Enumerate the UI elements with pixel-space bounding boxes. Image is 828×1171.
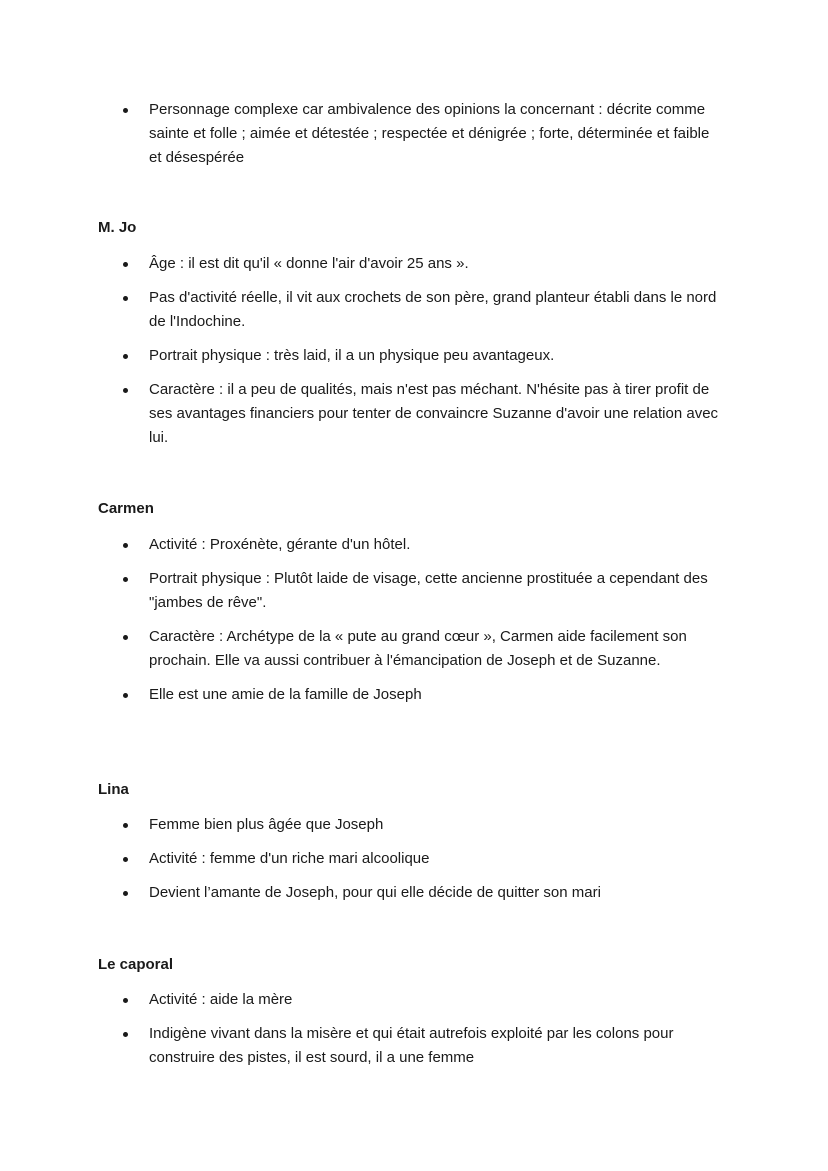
bullet-list-m-jo (0, 252, 828, 450)
bullet-dot (123, 1032, 128, 1037)
bullet-dot (123, 693, 128, 698)
bullet-dot (123, 823, 128, 828)
bullet-dot (123, 635, 128, 640)
list-item (0, 683, 724, 707)
bullet-list-intro (0, 98, 828, 170)
list-item-text: Activité : femme d'un riche mari alcoolique (149, 850, 430, 867)
list-item (0, 378, 724, 450)
list-item (0, 344, 724, 368)
list-item (0, 98, 724, 170)
list-item (0, 567, 724, 615)
list-item-text: Âge : il est dit qu'il « donne l'air d'avoir 25 ans ». (149, 255, 469, 272)
bullet-dot (123, 262, 128, 267)
bullet-dot (123, 577, 128, 582)
list-item-text: Caractère : Archétype de la « pute au grand cœur », Carmen aide facilement son prochain. Elle va aussi contribuer à l'émancipation de Joseph et de Suzanne. (149, 628, 687, 669)
bullet-dot (123, 998, 128, 1003)
section-heading-m-jo: M. Jo (98, 219, 137, 236)
list-item (0, 252, 724, 276)
list-item-text: Indigène vivant dans la misère et qui était autrefois exploité par les colons pour construire des pistes, il est sourd, il a une femme (149, 1025, 674, 1066)
list-item-text: Portrait physique : très laid, il a un physique peu avantageux. (149, 347, 555, 364)
list-item-text: Activité : aide la mère (149, 991, 293, 1008)
list-item-text: Devient l’amante de Joseph, pour qui elle décide de quitter son mari (149, 884, 601, 901)
bullet-dot (123, 857, 128, 862)
list-item-text: Portrait physique : Plutôt laide de visage, cette ancienne prostituée a cependant des "jambes de rêve". (149, 570, 708, 611)
bullet-dot (123, 354, 128, 359)
list-item (0, 813, 724, 837)
bullet-dot (123, 388, 128, 393)
list-item-text: Activité : Proxénète, gérante d'un hôtel. (149, 536, 411, 553)
list-item (0, 625, 724, 673)
list-item (0, 847, 724, 871)
list-item-text: Pas d'activité réelle, il vit aux crochets de son père, grand planteur établi dans le nord de l'Indochine. (149, 289, 717, 330)
bullet-list-lina (0, 813, 828, 905)
list-item (0, 881, 724, 905)
bullet-dot (123, 296, 128, 301)
list-item-text: Elle est une amie de la famille de Joseph (149, 686, 422, 703)
list-item (0, 533, 724, 557)
list-item (0, 988, 724, 1012)
list-item-text: Personnage complexe car ambivalence des opinions la concernant : décrite comme sainte et folle ; aimée et détestée ; respectée et dénigrée ; forte, déterminée et faible et désespérée (149, 101, 710, 166)
list-item (0, 1022, 724, 1070)
list-item-text: Femme bien plus âgée que Joseph (149, 816, 384, 833)
section-heading-carmen: Carmen (98, 500, 154, 517)
bullet-dot (123, 891, 128, 896)
section-heading-lina: Lina (98, 781, 129, 798)
bullet-list-le-caporal (0, 988, 828, 1070)
bullet-list-carmen (0, 533, 828, 707)
list-item (0, 286, 724, 334)
bullet-dot (123, 543, 128, 548)
list-item-text: Caractère : il a peu de qualités, mais n'est pas méchant. N'hésite pas à tirer profit de ses avantages financiers pour tenter de convaincre Suzanne d'avoir une relation avec lui. (149, 381, 719, 446)
bullet-dot (123, 108, 128, 113)
section-heading-le-caporal: Le caporal (98, 956, 174, 973)
